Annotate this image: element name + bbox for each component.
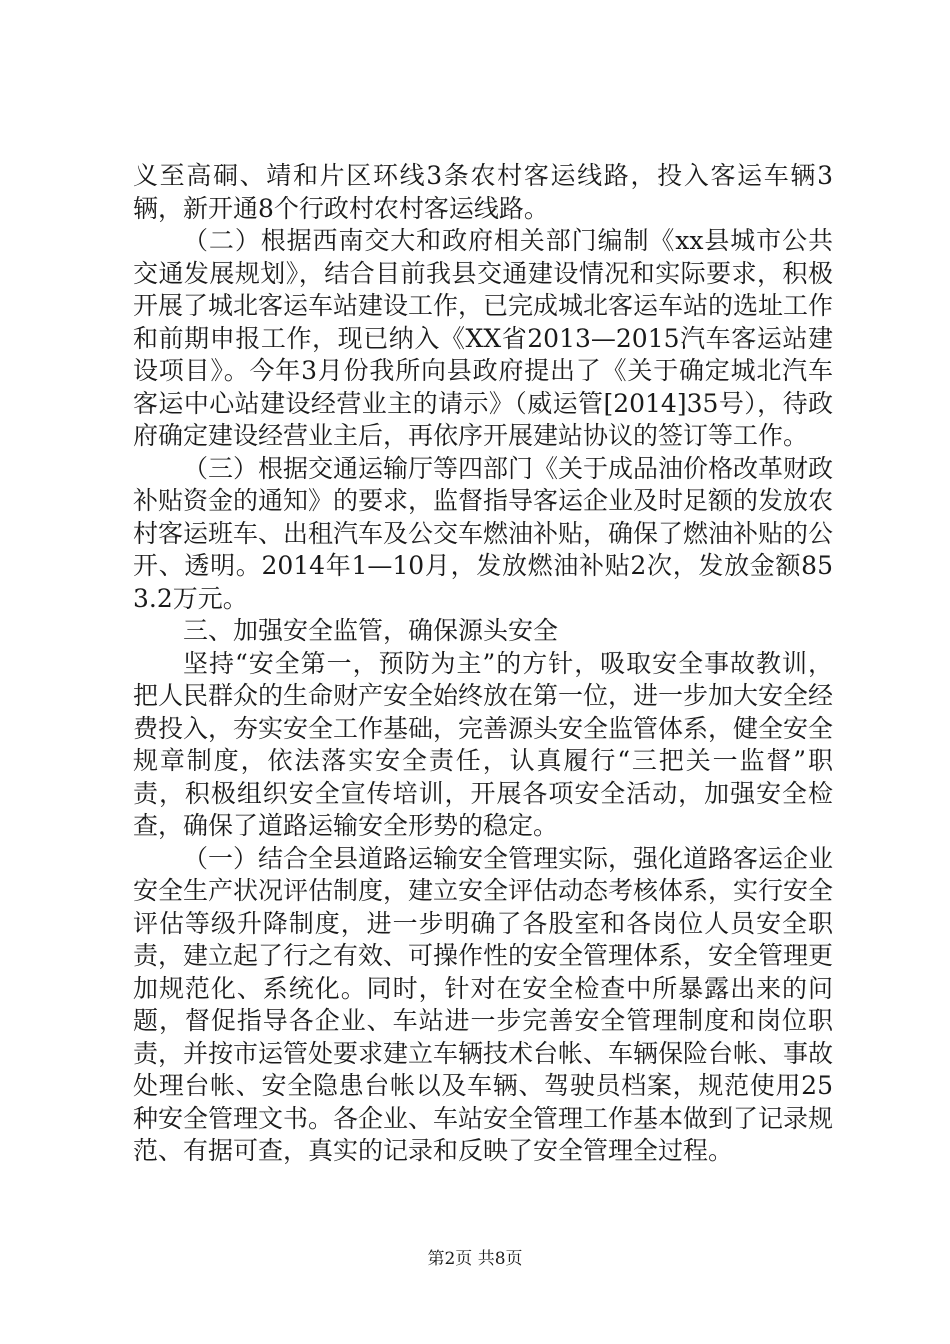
paragraph-section-2-3: （三）根据交通运输厅等四部门《关于成品油价格改革财政补贴资金的通知》的要求，监督指导客运企业及时足额的发放农村客运班车、出租汽车及公交车燃油补贴，确保了燃油补贴的公开、透明。2014年1—10月，发放燃油补贴2次，发放金额853.2万元。 (133, 453, 834, 613)
page-number-footer: 第2页 共8页 (427, 1249, 523, 1269)
section-heading-3: 三、加强安全监管，确保源头安全 (183, 616, 559, 645)
paragraph-continuation: 义至高硐、靖和片区环线3条农村客运线路，投入客运车辆3辆，新开通8个行政村农村客运线路。 (133, 161, 833, 223)
document-body (133, 160, 833, 1168)
paragraph-section-3-1: （一）结合全县道路运输安全管理实际，强化道路客运企业安全生产状况评估制度，建立安全评估动态考核体系，实行安全评估等级升降制度，进一步明确了各股室和各岗位人员安全职责，建立起了行之有效、可操作性的安全管理体系，安全管理更加规范化、系统化。同时，针对在安全检查中所暴露出来的问题，督促指导各企业、车站进一步完善安全管理制度和岗位职责，并按市运管处要求建立车辆技术台帐、车辆保险台帐、事故处理台帐、安全隐患台帐以及车辆、驾驶员档案，规范使用25种安全管理文书。各企业、车站安全管理工作基本做到了记录规范、有据可查，真实的记录和反映了安全管理全过程。 (133, 843, 834, 1165)
paragraph-section-2-2: （二）根据西南交大和政府相关部门编制《xx县城市公共交通发展规划》，结合目前我县交通建设情况和实际要求，积极开展了城北客运车站建设工作，已完成城北客运车站的选址工作和前期申报工作，现已纳入《XX省2013—2015汽车客运站建设项目》。今年3月份我所向县政府提出了《关于确定城北汽车客运中心站建设经营业主的请示》（威运管[2014]35号），待政府确定建设经营业主后，再依序开展建站协议的签订等工作。 (133, 226, 834, 450)
paragraph-section-3-intro: 坚持“安全第一，预防为主”的方针，吸取安全事故教训，把人民群众的生命财产安全始终放在第一位，进一步加大安全经费投入，夯实安全工作基础，完善源头安全监管体系，健全安全规章制度，依法落实安全责任，认真履行“三把关一监督”职责，积极组织安全宣传培训，开展各项安全活动，加强安全检查，确保了道路运输安全形势的稳定。 (133, 648, 834, 840)
